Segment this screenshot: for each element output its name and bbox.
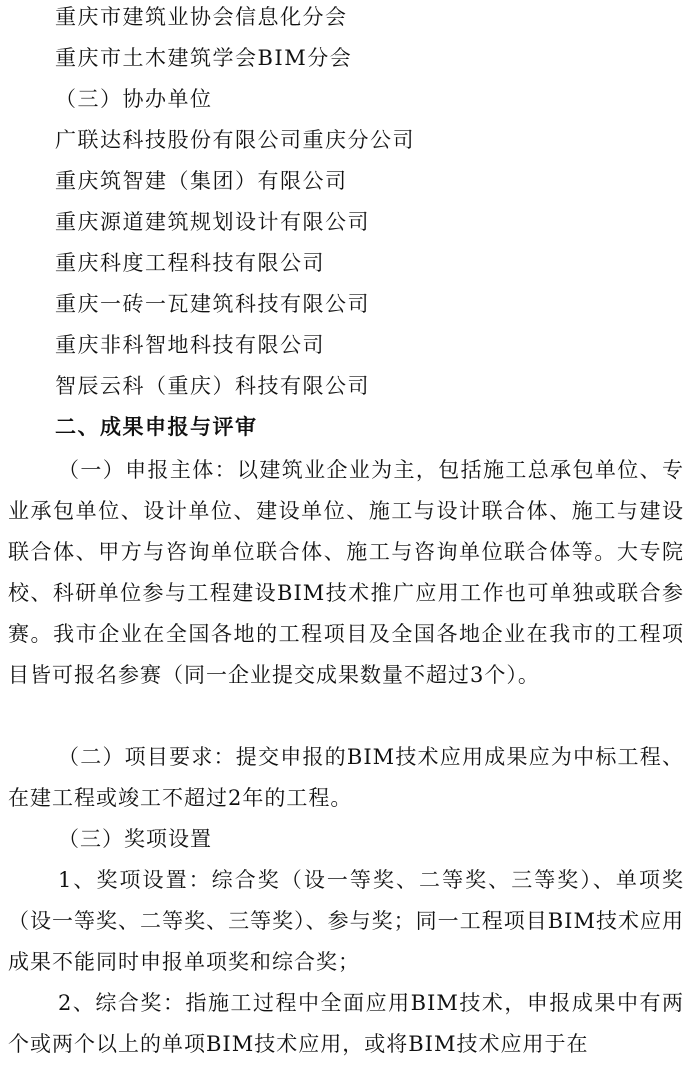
co-organizer-item: 重庆科度工程科技有限公司 <box>55 251 325 275</box>
organizer-item: 重庆市土木建筑学会BIM分会 <box>55 46 353 70</box>
co-organizer-item: 智辰云科（重庆）科技有限公司 <box>55 374 370 398</box>
co-organizer-item: 广联达科技股份有限公司重庆分公司 <box>55 128 415 152</box>
award-item-2: 2、综合奖：指施工过程中全面应用BIM技术，申报成果中有两个或两个以上的单项BIM技术应用，或将BIM技术应用于在 <box>8 991 684 1056</box>
project-requirements-paragraph: （二）项目要求：提交申报的BIM技术应用成果应为中标工程、在建工程或竣工不超过2年的工程。 <box>8 745 684 810</box>
awards-heading: （三）奖项设置 <box>58 827 212 851</box>
applicant-paragraph: （一）申报主体：以建筑业企业为主，包括施工总承包单位、专业承包单位、设计单位、建设单位、施工与设计联合体、施工与建设联合体、甲方与咨询单位联合体、施工与咨询单位联合体等。大专院校、科研单位参与工程建设BIM技术推广应用工作也可单独或联合参赛。我市企业在全国各地的工程项目及全国各地企业在我市的工程项目皆可报名参赛（同一企业提交成果数量不超过3个）。 <box>8 458 684 687</box>
co-organizers-heading: （三）协办单位 <box>55 87 213 111</box>
organizer-item: 重庆市建筑业协会信息化分会 <box>55 5 348 29</box>
co-organizer-item: 重庆非科智地科技有限公司 <box>55 333 325 357</box>
section-title: 二、成果申报与评审 <box>55 415 258 439</box>
co-organizer-item: 重庆源道建筑规划设计有限公司 <box>55 210 370 234</box>
co-organizer-item: 重庆一砖一瓦建筑科技有限公司 <box>55 292 370 316</box>
co-organizer-item: 重庆筑智建（集团）有限公司 <box>55 169 348 193</box>
award-item-1: 1、奖项设置：综合奖（设一等奖、二等奖、三等奖）、单项奖（设一等奖、二等奖、三等奖）、参与奖；同一工程项目BIM技术应用成果不能同时申报单项奖和综合奖； <box>8 868 684 974</box>
